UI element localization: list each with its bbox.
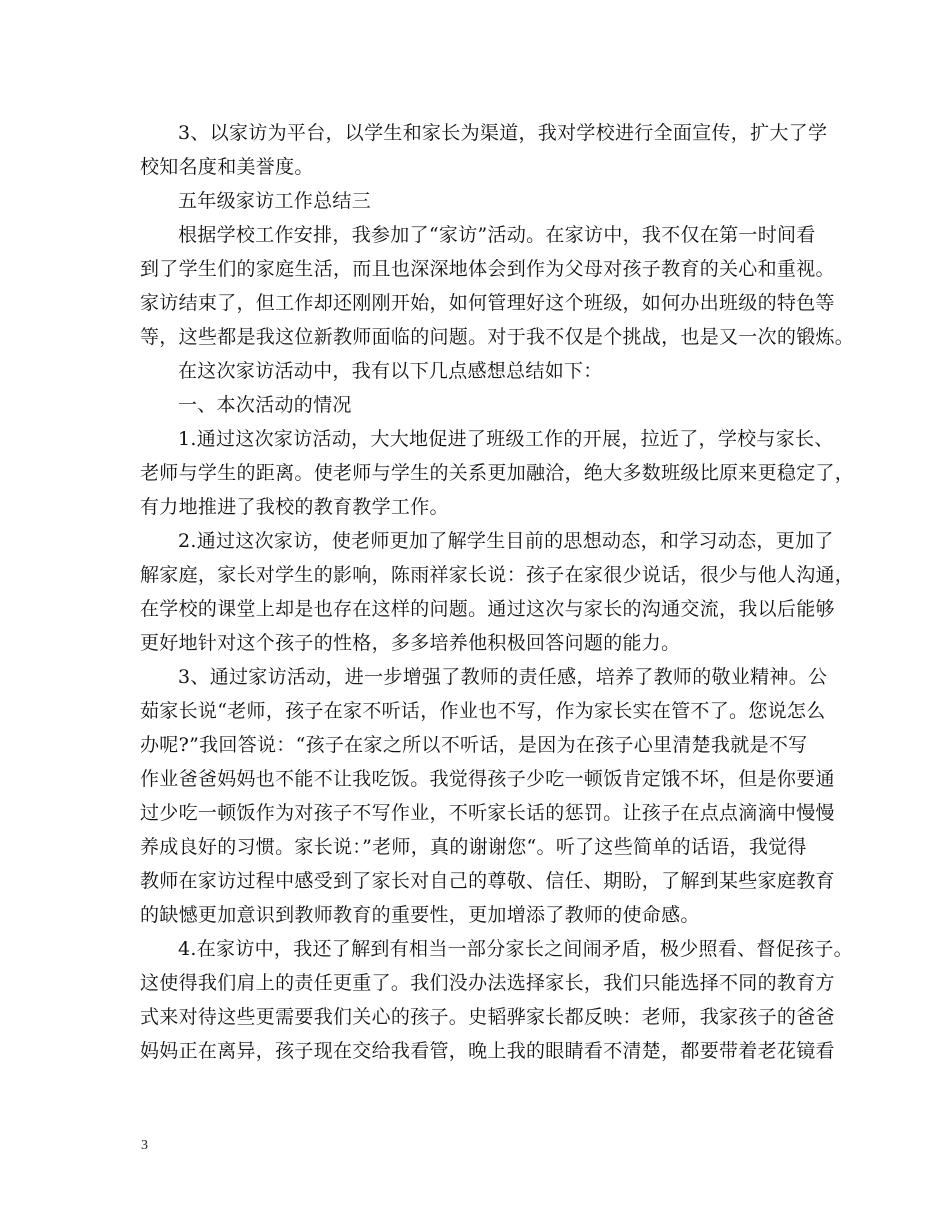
text-line: 1.通过这次家访活动，大大地促进了班级工作的开展，拉近了，学校与家长、 <box>178 428 834 450</box>
text-line: 式来对待这些更需要我们关心的孩子。史韬骅家长都反映：老师，我家孩子的爸爸 <box>140 1006 835 1028</box>
text-line: 根据学校工作安排，我参加了“家访”活动。在家访中，我不仅在第一时间看 <box>178 224 816 246</box>
text-line: 一、本次活动的情况 <box>178 394 352 416</box>
text-line: 校知名度和美誉度。 <box>140 156 314 178</box>
text-line: 作业爸爸妈妈也不能不让我吃饭。我觉得孩子少吃一顿饭肯定饿不坏，但是你要通 <box>140 768 835 790</box>
text-line: 这使得我们肩上的责任更重了。我们没办法选择家长，我们只能选择不同的教育方 <box>140 972 835 994</box>
page-number: 3 <box>141 1138 148 1153</box>
text-line: 到了学生们的家庭生活，而且也深深地体会到作为父母对孩子教育的关心和重视。 <box>140 258 835 280</box>
text-line: 3、以家访为平台，以学生和家长为渠道，我对学校进行全面宣传，扩大了学 <box>178 122 828 144</box>
text-line: 等，这些都是我这位新教师面临的问题。对于我不仅是个挑战，也是又一次的锻炼。 <box>140 326 855 348</box>
text-line: 五年级家访工作总结三 <box>178 190 372 212</box>
document-body <box>140 116 855 1068</box>
text-line: 3、通过家访活动，进一步增强了教师的责任感，培养了教师的敬业精神。公 <box>178 666 828 688</box>
text-line: 解家庭，家长对学生的影响，陈雨祥家长说：孩子在家很少说话，很少与他人沟通， <box>140 564 855 586</box>
text-line: 有力地推进了我校的教育教学工作。 <box>140 496 449 518</box>
text-line: 在这次家访活动中，我有以下几点感想总结如下： <box>178 360 603 382</box>
text-line: 办呢?”我回答说：“孩子在家之所以不听话，是因为在孩子心里清楚我就是不写 <box>140 734 808 756</box>
text-line: 教师在家访过程中感受到了家长对自己的尊敬、信任、期盼，了解到某些家庭教育 <box>140 870 835 892</box>
text-line: 老师与学生的距离。使老师与学生的关系更加融洽，绝大多数班级比原来更稳定了， <box>140 462 855 484</box>
text-line: 养成良好的习惯。家长说：”老师，真的谢谢您“。听了这些简单的话语，我觉得 <box>140 836 807 858</box>
text-line: 家访结束了，但工作却还刚刚开始，如何管理好这个班级，如何办出班级的特色等 <box>140 292 835 314</box>
text-line: 在学校的课堂上却是也存在这样的问题。通过这次与家长的沟通交流，我以后能够 <box>140 598 835 620</box>
text-line: 2.通过这次家访，使老师更加了解学生目前的思想动态，和学习动态，更加了 <box>178 530 834 552</box>
text-line: 4.在家访中，我还了解到有相当一部分家长之间闹矛盾，极少照看、督促孩子。 <box>178 938 853 960</box>
text-line: 更好地针对这个孩子的性格，多多培养他积极回答问题的能力。 <box>140 632 681 654</box>
text-line: 过少吃一顿饭作为对孩子不写作业，不听家长话的惩罚。让孩子在点点滴滴中慢慢 <box>140 802 835 824</box>
text-line: 妈妈正在离异，孩子现在交给我看管，晚上我的眼睛看不清楚，都要带着老花镜看 <box>140 1040 835 1062</box>
text-line: 的缺憾更加意识到教师教育的重要性，更加增添了教师的使命感。 <box>140 904 700 926</box>
text-line: 茹家长说“老师，孩子在家不听话，作业也不写，作为家长实在管不了。您说怎么 <box>140 700 826 722</box>
